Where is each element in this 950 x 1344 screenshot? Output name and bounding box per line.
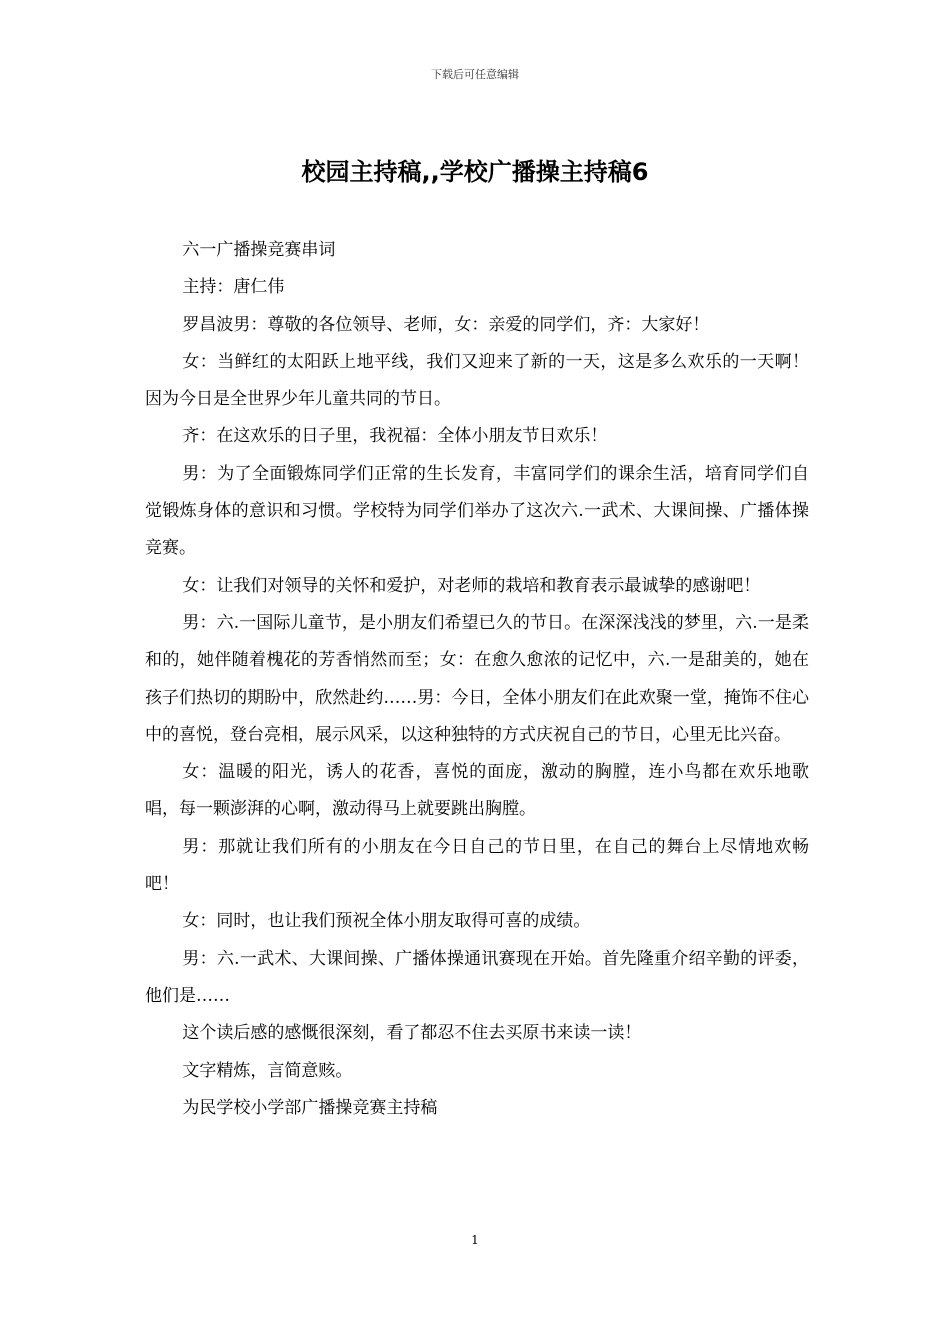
header-note: 下载后可任意编辑 [431,68,519,81]
paragraph: 罗昌波男：尊敬的各位领导、老师，女：亲爱的同学们，齐：大家好！ [182,314,710,335]
paragraph: 男：那就让我们所有的小朋友在今日自己的节日里，在自己的舞台上尽情地欢畅吧！ [145,836,809,895]
paragraph: 齐：在这欢乐的日子里，我祝福：全体小朋友节日欢乐！ [182,426,608,447]
paragraph: 女：同时，也让我们预祝全体小朋友取得可喜的成绩。 [182,911,591,932]
paragraph: 女：温暖的阳光，诱人的花香，喜悦的面庞，激动的胸膛，连小鸟都在欢乐地歌唱，每一颗澎湃的心啊，激动得马上就要跳出胸膛。 [145,762,809,820]
paragraph: 女：当鲜红的太阳跃上地平线，我们又迎来了新的一天，这是多么欢乐的一天啊！因为今日是全世界少年儿童共同的节日。 [145,351,809,410]
paragraph: 男：为了全面锻炼同学们正常的生长发育，丰富同学们的课余生活，培育同学们自觉锻炼身体的意识和习惯。学校特为同学们举办了这次六.一武术、大课间操、广播体操竞赛。 [145,463,809,559]
paragraph: 为民学校小学部广播操竞赛主持稿 [182,1097,438,1118]
paragraph: 主持：唐仁伟 [182,277,285,298]
document-title: 校园主持稿,,学校广播操主持稿6 [301,158,649,186]
paragraph: 六一广播操竞赛串词 [182,240,336,260]
paragraph: 男：六.一国际儿童节，是小朋友们希望已久的节日。在深深浅浅的梦里，六.一是柔和的，她伴随着槐花的芳香悄然而至；女：在愈久愈浓的记忆中，六.一是甜美的，她在孩子们热切的期盼中，欣然赴约……男：今日，全体小朋友们在此欢聚一堂，掩饰不住心中的喜悦，登台亮相，展示风采，以这种独特的方式庆祝自己的节日，心里无比兴奋。 [145,612,809,745]
paragraph: 男：六.一武术、大课间操、广播体操通讯赛现在开始。首先隆重介绍辛勤的评委，他们是…… [145,948,809,1006]
document-body [145,232,809,1127]
paragraph: 这个读后感的感慨很深刻，看了都忍不住去买原书来读一读！ [182,1023,642,1044]
paragraph: 文字精炼，言简意赅。 [182,1060,353,1081]
paragraph: 女：让我们对领导的关怀和爱护，对老师的栽培和教育表示最诚挚的感谢吧！ [182,575,761,596]
page-number: 1 [471,1233,479,1247]
